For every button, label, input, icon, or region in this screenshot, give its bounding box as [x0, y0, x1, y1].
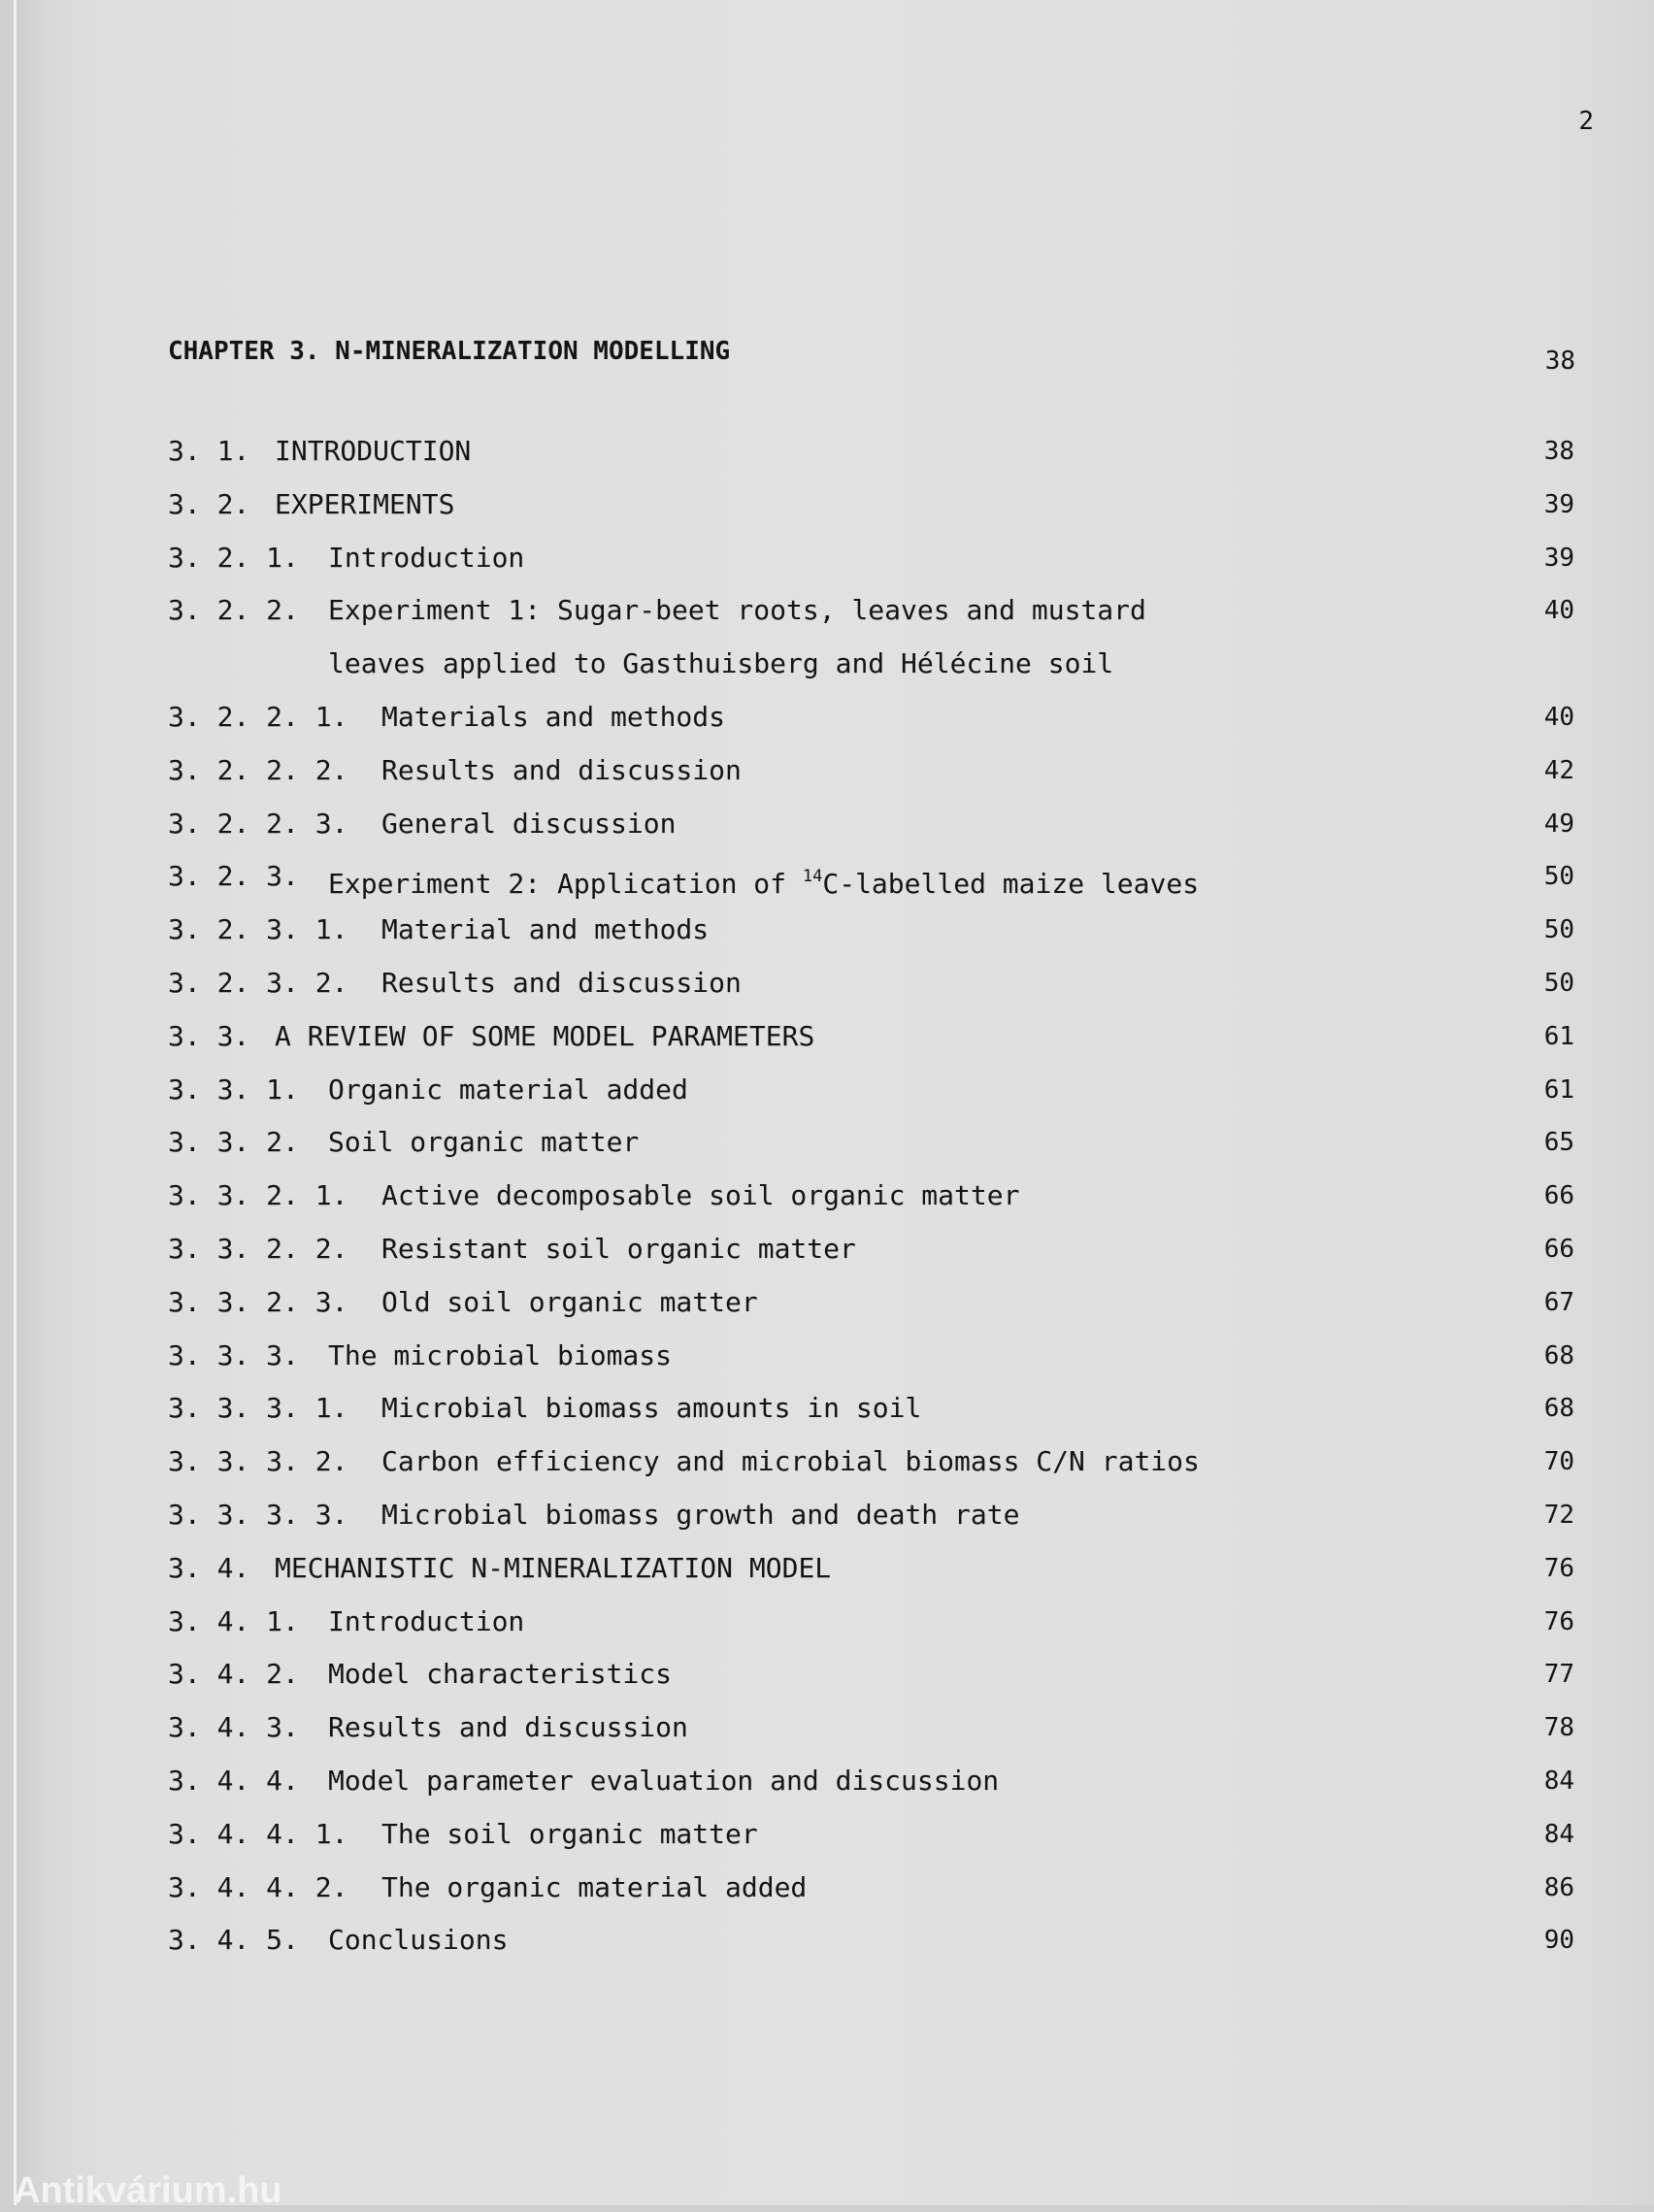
section-page: 77 — [1543, 1660, 1574, 1690]
section-page: 66 — [1543, 1234, 1574, 1264]
section-title — [328, 850, 1199, 911]
section-number: 3. 3. 3. 2. — [168, 1445, 348, 1478]
toc-entry — [168, 1276, 1574, 1330]
toc-entry — [168, 1116, 1574, 1170]
section-page: 70 — [1543, 1447, 1574, 1477]
section-page: 84 — [1543, 1766, 1574, 1796]
section-number: 3. 4. 4. 2. — [168, 1870, 348, 1903]
section-title: Active decomposable soil organic matter — [381, 1179, 1020, 1212]
toc-entry — [168, 584, 1574, 691]
section-number: 3. 3. 3. 3. — [168, 1498, 348, 1531]
toc-entry — [168, 1223, 1574, 1276]
section-page: 61 — [1543, 1021, 1574, 1051]
section-title-continued: leaves applied to Gasthuisberg and Hélécine soil — [328, 647, 1114, 680]
toc-entry — [168, 1755, 1574, 1808]
section-title: Microbial biomass amounts in soil — [381, 1392, 922, 1425]
toc-entry — [168, 1648, 1574, 1701]
section-page: 72 — [1543, 1500, 1574, 1530]
section-title: Introduction — [328, 1604, 525, 1637]
section-title: INTRODUCTION — [275, 435, 472, 467]
section-title-text: Experiment 2: Application of — [328, 868, 803, 901]
toc-entry — [168, 957, 1574, 1010]
section-number: 3. 2. 3. 2. — [168, 966, 348, 999]
section-number: 3. 2. 2. 3. — [168, 807, 348, 840]
toc-entry — [168, 744, 1574, 798]
toc-entry — [168, 1808, 1574, 1862]
section-title: Resistant soil organic matter — [381, 1232, 856, 1265]
section-number: 3. 3. 1. — [168, 1073, 299, 1106]
section-number: 3. 2. 2. 2. — [168, 753, 348, 786]
toc-entry — [168, 1542, 1574, 1596]
section-title: MECHANISTIC N-MINERALIZATION MODEL — [275, 1551, 832, 1584]
chapter-heading — [168, 337, 1574, 376]
section-title: Old soil organic matter — [381, 1285, 758, 1318]
section-page: 90 — [1543, 1926, 1574, 1956]
page-edge — [14, 0, 17, 2205]
section-number: 3. 2. 3. — [168, 860, 299, 893]
section-title: Model parameter evaluation and discussion — [328, 1764, 1000, 1797]
section-number: 3. 3. 2. 3. — [168, 1285, 348, 1318]
section-page: 65 — [1543, 1128, 1574, 1158]
section-number: 3. 1. — [168, 435, 250, 467]
section-page: 49 — [1543, 809, 1574, 839]
section-title: General discussion — [381, 807, 677, 840]
section-title: The soil organic matter — [381, 1817, 758, 1850]
toc-entry — [168, 1596, 1574, 1649]
section-page: 40 — [1543, 702, 1574, 732]
section-number: 3. 4. — [168, 1551, 250, 1584]
section-number: 3. 4. 4. — [168, 1764, 299, 1797]
section-number: 3. 2. 1. — [168, 541, 299, 574]
section-page: 68 — [1543, 1340, 1574, 1370]
section-page: 50 — [1543, 968, 1574, 998]
superscript: 14 — [802, 867, 823, 887]
toc-entry — [168, 798, 1574, 851]
section-page: 78 — [1543, 1713, 1574, 1743]
toc-entry — [168, 479, 1574, 532]
section-number: 3. 3. 2. — [168, 1126, 299, 1159]
section-title: Conclusions — [328, 1924, 509, 1957]
section-page: 86 — [1543, 1872, 1574, 1902]
section-title: Soil organic matter — [328, 1126, 640, 1159]
toc-entry — [168, 1489, 1574, 1542]
section-number: 3. 4. 1. — [168, 1604, 299, 1637]
section-title: EXPERIMENTS — [275, 487, 455, 520]
section-page: 50 — [1543, 862, 1574, 892]
toc-entry — [168, 532, 1574, 585]
toc-entry — [168, 1170, 1574, 1223]
section-page: 84 — [1543, 1819, 1574, 1849]
section-title: Microbial biomass growth and death rate — [381, 1498, 1020, 1531]
document-page — [14, 0, 1654, 2211]
section-page: 67 — [1543, 1287, 1574, 1317]
section-title: The organic material added — [381, 1870, 808, 1903]
toc-entry — [168, 1382, 1574, 1436]
section-page: 42 — [1543, 755, 1574, 785]
section-page: 39 — [1543, 489, 1574, 519]
section-number: 3. 2. 3. 1. — [168, 913, 348, 946]
section-number: 3. 4. 4. 1. — [168, 1817, 348, 1850]
toc-entry — [168, 1010, 1574, 1064]
section-title: Results and discussion — [381, 966, 742, 999]
section-title: A REVIEW OF SOME MODEL PARAMETERS — [275, 1019, 815, 1052]
section-title: Carbon efficiency and microbial biomass C/N ratios — [381, 1445, 1200, 1478]
section-number: 3. 4. 3. — [168, 1711, 299, 1744]
section-title: Experiment 1: Sugar-beet roots, leaves and mustard — [328, 594, 1146, 627]
toc-entry — [168, 691, 1574, 744]
toc-entry — [168, 1330, 1574, 1383]
section-page: 39 — [1543, 543, 1574, 573]
section-number: 3. 2. 2. 1. — [168, 700, 348, 733]
section-number: 3. 3. 2. 2. — [168, 1232, 348, 1265]
section-title: Material and methods — [381, 913, 710, 946]
section-page: 68 — [1543, 1394, 1574, 1424]
toc-entry — [168, 425, 1574, 479]
toc-entry — [168, 1914, 1574, 1967]
toc-entry — [168, 1862, 1574, 1915]
section-number: 3. 3. 2. 1. — [168, 1179, 348, 1212]
section-number: 3. 2. 2. — [168, 594, 299, 627]
section-page: 50 — [1543, 915, 1574, 945]
chapter-page: 38 — [1544, 347, 1575, 376]
watermark: Antikvárium.hu — [14, 2170, 282, 2211]
section-title: Results and discussion — [328, 1711, 688, 1744]
toc-entry — [168, 850, 1574, 904]
toc-entry — [168, 904, 1574, 957]
section-title: The microbial biomass — [328, 1338, 673, 1371]
section-number: 3. 3. 3. 1. — [168, 1392, 348, 1425]
section-number: 3. 4. 2. — [168, 1658, 299, 1691]
section-page: 61 — [1543, 1074, 1574, 1105]
section-title: Introduction — [328, 541, 525, 574]
page-number: 2 — [1578, 107, 1594, 136]
section-title: Materials and methods — [381, 700, 726, 733]
table-of-contents — [168, 425, 1574, 1967]
section-page: 66 — [1543, 1181, 1574, 1211]
section-number: 3. 3. — [168, 1019, 250, 1052]
section-number: 3. 4. 5. — [168, 1924, 299, 1957]
section-number: 3. 3. 3. — [168, 1338, 299, 1371]
section-page: 76 — [1543, 1606, 1574, 1636]
toc-entry — [168, 1436, 1574, 1489]
toc-entry — [168, 1701, 1574, 1755]
chapter-title: CHAPTER 3. N-MINERALIZATION MODELLING — [168, 337, 731, 366]
section-title: Model characteristics — [328, 1658, 673, 1691]
section-title: Results and discussion — [381, 753, 742, 786]
section-number: 3. 2. — [168, 487, 250, 520]
section-page: 38 — [1543, 437, 1574, 466]
section-page: 76 — [1543, 1553, 1574, 1583]
section-title-text: C-labelled maize leaves — [822, 868, 1200, 901]
section-title: Organic material added — [328, 1073, 688, 1106]
section-page: 40 — [1543, 596, 1574, 626]
toc-entry — [168, 1064, 1574, 1117]
